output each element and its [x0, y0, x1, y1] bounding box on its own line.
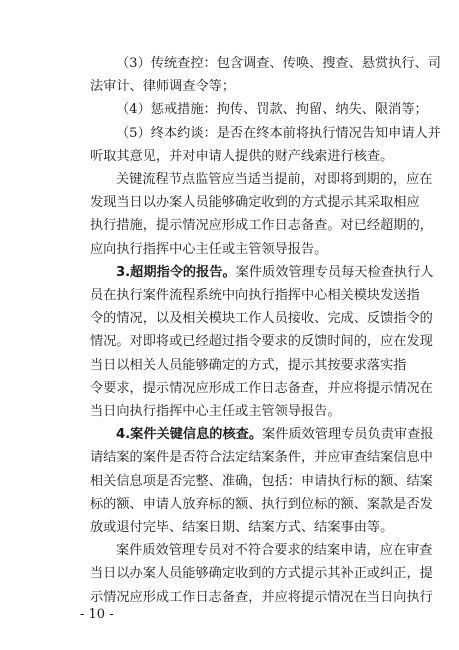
text-line: 标的额、申请人放弃标的额、执行到位标的额、案款是否发	[90, 496, 433, 512]
text-line: 关键流程节点监管应当适当提前，对即将到期的，应在	[116, 172, 433, 187]
text-line: 示情况应形成工作日志备查，并应将提示情况在当日向执行	[90, 589, 433, 605]
text-line: 令的情况，以及相关模块工作人员接收、完成、反馈指令的	[90, 311, 433, 327]
text-line: 请结案的案件是否符合法定结案条件，并应审查结案信息中	[90, 450, 433, 466]
text-line: 4.案件关键信息的核查。案件质效管理专员负责审查报	[116, 427, 434, 443]
text-line: （4）惩戒措施：拘传、罚款、拘留、纳失、限消等；	[116, 102, 428, 118]
text-line: 执行措施，提示情况应形成工作日志备查。对已经超期的，	[90, 218, 433, 234]
text-line: 情况。对即将或已经超过指令要求的反馈时间的，应在发现	[90, 334, 433, 350]
text-line: （5）终本约谈：是否在终本前将执行情况告知申请人并	[116, 125, 441, 141]
page-number: - 10 -	[80, 606, 114, 622]
text-line: （3）传统查控：包含调查、传唤、搜查、悬赏执行、司	[116, 56, 441, 71]
text-line: 员在执行案件流程系统中向执行指挥中心相关模块发送指	[90, 288, 420, 303]
text-line: 令要求，提示情况应形成工作日志备查，并应将提示情况在	[90, 380, 433, 396]
text-line: 听取其意见，并对申请人提供的财产线索进行核查。	[90, 148, 394, 164]
text-line: 相关信息项是否完整、准确，包括：申请执行标的额、结案	[90, 473, 433, 489]
text-line: 当日向执行指挥中心主任或主管领导报告。	[90, 404, 341, 419]
text-line: 发现当日以办案人员能够确定收到的方式提示其采取相应	[90, 195, 420, 211]
text-line: 3.超期指令的报告。案件质效管理专员每天检查执行人	[116, 264, 434, 280]
text-line: 应向执行指挥中心主任或主管领导报告。	[90, 241, 328, 257]
text-line: 当日以办案人员能够确定收到的方式提示其补正或纠正，提	[90, 566, 433, 582]
text-line: 当日以相关人员能够确定的方式，提示其按要求落实指	[90, 357, 407, 373]
section-heading: 4.案件关键信息的核查。	[116, 427, 263, 443]
text-line: 案件质效管理专员对不符合要求的结案申请，应在审查	[116, 543, 433, 559]
text-line: 放或退付完毕、结案日期、结案方式、结案事由等。	[90, 520, 394, 535]
text-line: 法审计、律师调查令等；	[90, 79, 236, 95]
section-heading: 3.超期指令的报告。	[116, 264, 236, 280]
